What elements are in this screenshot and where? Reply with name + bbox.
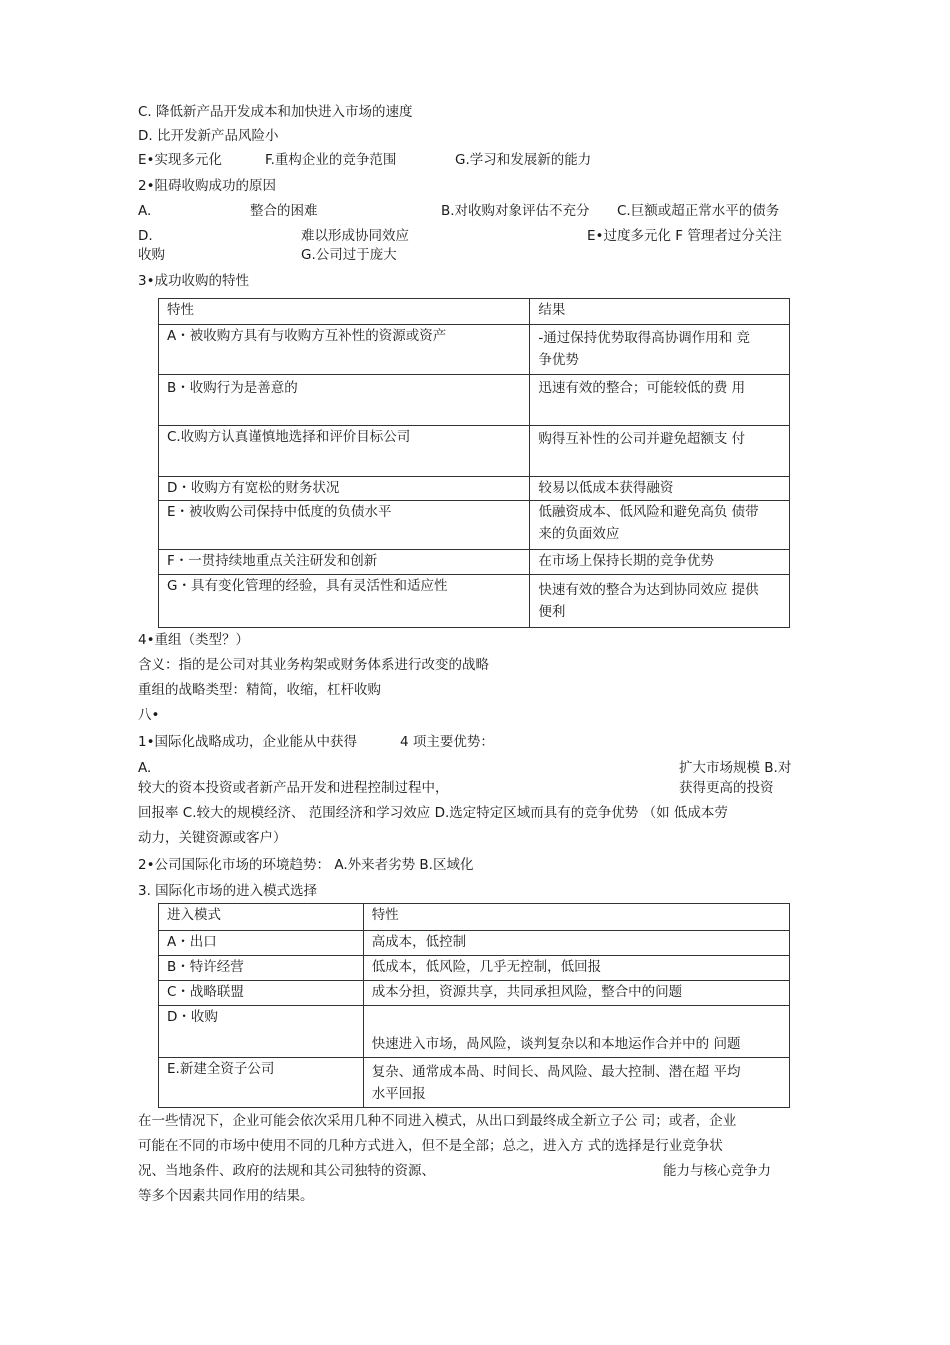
obstacles-heading: 2•阻碍收购成功的原因 [138, 178, 277, 194]
mode-cell: C・战略联盟 [159, 981, 364, 1006]
trait-cell: G・具有变化管理的经验，具有灵活性和适应性 [159, 575, 530, 628]
intl-heading-right: 4 项主要优势： [400, 734, 494, 750]
obstacle-g: G.公司过于庞大 [301, 247, 397, 263]
table-row [159, 375, 790, 426]
result-cell: 购得互补性的公司并避免超额支 付 [530, 426, 790, 477]
table-row [159, 325, 790, 375]
header-trait: 特性 [159, 299, 530, 325]
closing-line1: 在一些情况下，企业可能会依次采用几种不同进入模式，从出口到最终成全新立子公 司；或者，企业 [138, 1113, 737, 1129]
trait-cell: 低成本，低风险，几乎无控制，低回报 [363, 956, 789, 981]
header-result: 结果 [530, 299, 790, 325]
result-cell: 在市场上保持长期的竞争优势 [530, 550, 790, 575]
intl-line4: 动力，关键资源或客户） [138, 830, 287, 846]
obstacle-d: 难以形成协同效应 [301, 228, 409, 244]
mode-cell: A・出口 [159, 931, 364, 956]
result-cell: 快速有效的整合为达到协同效应 提供 便利 [530, 575, 790, 628]
mode-cell: E.新建全资子公司 [159, 1058, 364, 1108]
obstacle-b: B.对收购对象评估不充分 [441, 203, 590, 219]
trait-cell: E・被收购公司保持中低度的负债水平 [159, 501, 530, 550]
entry-table [158, 903, 790, 1108]
entry-heading: 3. 国际化市场的进入模式选择 [138, 883, 318, 899]
result-cell: 较易以低成本获得融资 [530, 477, 790, 501]
success-table [158, 298, 790, 628]
mode-cell: D・收购 [159, 1006, 364, 1058]
closing-line2: 可能在不同的市场中使用不同的几种方式进入，但不是全部；总之，进入方 式的选择是行业竞争状 [138, 1138, 723, 1154]
obstacle-c: C.巨额或超正常水平的债务 [617, 203, 780, 219]
list-item-d: D. 比开发新产品风险小 [138, 128, 279, 144]
obstacle-a: 整合的困难 [250, 203, 318, 219]
intl-line3: 回报率 C.较大的规模经济、 范围经济和学习效应 D.选定特定区域而具有的竞争优势 （如 低成本劳 [138, 805, 728, 821]
closing-line3-left: 况、当地条件、政府的法规和其公司独特的资源、 [138, 1163, 435, 1179]
trait-cell: 高成本，低控制 [363, 931, 789, 956]
list-item-f: F.重构企业的竞争范围 [265, 152, 397, 168]
obstacle-ef: E•过度多元化 F 管理者过分关注 [587, 228, 782, 244]
intl-a-right: 扩大市场规模 B.对 [679, 760, 792, 776]
table-row [159, 426, 790, 477]
trait-cell: 成本分担，资源共享，共同承担风险，整合中的问题 [363, 981, 789, 1006]
mode-cell: B・特许经营 [159, 956, 364, 981]
reorg-meaning: 含义：指的是公司对其业务构架或财务体系进行改变的战略 [138, 657, 489, 673]
result-cell: -通过保持优势取得高协调作用和 竞 争优势 [530, 325, 790, 375]
table-row [159, 931, 790, 956]
trait-cell: D・收购方有宽松的财务状况 [159, 477, 530, 501]
trait-cell: B・收购行为是善意的 [159, 375, 530, 426]
table-header-row [159, 904, 790, 931]
closing-line4: 等多个因素共同作用的结果。 [138, 1188, 314, 1204]
header-trait: 特性 [363, 904, 789, 931]
table-row [159, 575, 790, 628]
trait-cell: F・一贯持续地重点关注研发和创新 [159, 550, 530, 575]
reorg-heading: 4•重组（类型？） [138, 632, 250, 648]
table-row [159, 1006, 790, 1058]
reorg-types: 重组的战略类型：精简，收缩，杠杆收购 [138, 682, 381, 698]
table-row [159, 981, 790, 1006]
obstacle-d-letter: D. [138, 228, 153, 244]
trait-cell: 复杂、通常成本咼、时间长、咼风险、最大控制、潜在超 平均 水平回报 [363, 1058, 789, 1108]
intl-line2-left: 较大的资本投资或者新产品开发和进程控制过程中， [138, 780, 449, 796]
table-header-row [159, 299, 790, 325]
trait-cell: C.收购方认真谨慎地选择和评价目标公司 [159, 426, 530, 477]
list-item-e: E•实现多元化 [138, 152, 222, 168]
section-eight-heading: 八• [138, 707, 160, 723]
table-row [159, 550, 790, 575]
table-row [159, 501, 790, 550]
closing-line3-right: 能力与核心竞争力 [663, 1163, 771, 1179]
table-row [159, 956, 790, 981]
list-item-c: C. 降低新产品开发成本和加快进入市场的速度 [138, 104, 413, 120]
intl-line2-right: 获得更高的投资 [679, 780, 774, 796]
list-item-g: G.学习和发展新的能力 [455, 152, 592, 168]
header-mode: 进入模式 [159, 904, 364, 931]
table-row [159, 1058, 790, 1108]
result-cell: 迅速有效的整合；可能较低的费 用 [530, 375, 790, 426]
obstacle-continuation: 收购 [138, 247, 165, 263]
trait-cell: A・被收购方具有与收购方互补性的资源或资产 [159, 325, 530, 375]
success-heading: 3•成功收购的特性 [138, 273, 250, 289]
table-row [159, 477, 790, 501]
intl-a-letter: A. [138, 760, 152, 776]
trait-cell: 快速进入市场，咼风险，谈判复杂以和本地运作合并中的 问题 [363, 1006, 789, 1058]
intl-heading-left: 1•国际化战略成功，企业能从中获得 [138, 734, 358, 750]
result-cell: 低融资成本、低风险和避免高负 债带 来的负面效应 [530, 501, 790, 550]
obstacle-a-letter: A. [138, 203, 152, 219]
intl-trend: 2•公司国际化市场的环境趋势： A.外来者劣势 B.区域化 [138, 857, 474, 873]
